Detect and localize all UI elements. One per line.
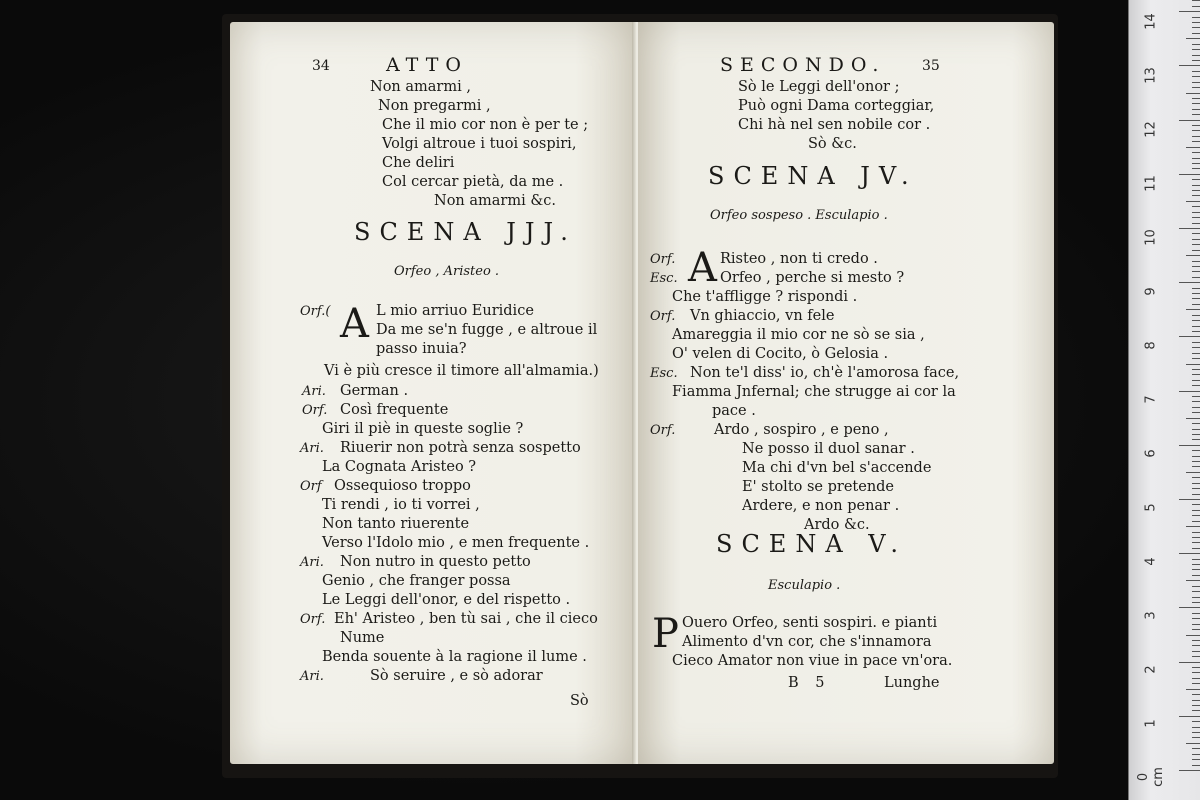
- ruler-tick: [1192, 109, 1200, 110]
- ruler-number: 12: [1143, 121, 1159, 138]
- ruler-tick: [1192, 342, 1200, 343]
- dialogue-line: Riuerir non potrà senza sospetto: [340, 440, 581, 456]
- ruler-tick: [1192, 141, 1200, 142]
- ruler-tick: [1192, 586, 1200, 587]
- dialogue-line: Non te'l diss' io, ch'è l'amorosa face,: [690, 365, 960, 381]
- ruler-tick: [1186, 418, 1200, 419]
- ruler-tick: [1192, 748, 1200, 749]
- ruler-tick: [1192, 315, 1200, 316]
- verse-line: Chi hà nel sen nobile cor .: [738, 117, 931, 133]
- ruler-unit-label: 0 cm: [1136, 767, 1166, 787]
- ruler-tick: [1192, 737, 1200, 738]
- speaker-label: Orf.: [650, 423, 676, 438]
- ruler-tick: [1192, 212, 1200, 213]
- verse-line: Col cercar pietà, da me .: [382, 174, 564, 190]
- ruler-tick: [1192, 618, 1200, 619]
- dialogue-line: Risteo , non ti credo .: [720, 251, 878, 267]
- dialogue-line: Vi è più cresce il timore all'almamia.): [324, 363, 599, 379]
- ruler-number: 1: [1143, 719, 1159, 728]
- speaker-label: Orf.: [650, 309, 676, 324]
- ruler-tick: [1192, 678, 1200, 679]
- dialogue-line: Amareggia il mio cor ne sò se sia ,: [672, 327, 925, 343]
- dialogue-line: German .: [340, 383, 409, 399]
- dialogue-line: La Cognata Aristeo ?: [322, 459, 477, 475]
- ruler-tick: [1192, 353, 1200, 354]
- ruler-tick: [1192, 597, 1200, 598]
- dialogue-line: Ne posso il duol sanar .: [742, 441, 915, 457]
- ruler-tick: [1192, 710, 1200, 711]
- ruler-tick: [1192, 439, 1200, 440]
- ruler-tick: [1192, 645, 1200, 646]
- speaker-label: Orf.: [302, 403, 328, 418]
- running-header-left: ATTO: [386, 54, 468, 76]
- left-page: [230, 22, 636, 764]
- dialogue-line: passo inuia?: [376, 341, 467, 357]
- ruler-tick: [1192, 358, 1200, 359]
- ruler-tick: [1179, 770, 1200, 771]
- scene-persons: Orfeo , Aristeo .: [394, 264, 500, 279]
- signature-mark: B 5: [788, 675, 831, 691]
- ruler-tick: [1192, 206, 1200, 207]
- ruler-tick: [1192, 179, 1200, 180]
- dialogue-line: Cieco Amator non viue in pace vn'ora.: [672, 653, 953, 669]
- scene-title: SCENA V.: [716, 530, 908, 558]
- ruler-tick: [1192, 266, 1200, 267]
- ruler-tick: [1186, 201, 1200, 202]
- ruler-tick: [1192, 434, 1200, 435]
- ruler-tick: [1192, 629, 1200, 630]
- ruler-tick: [1179, 65, 1200, 66]
- verse-line: Che deliri: [382, 155, 455, 171]
- ruler-tick: [1192, 55, 1200, 56]
- dialogue-line: Genio , che franger possa: [322, 573, 511, 589]
- ruler-tick: [1192, 510, 1200, 511]
- ruler-tick: [1192, 6, 1200, 7]
- page-number-left: 34: [312, 58, 330, 74]
- speaker-label: Ari.: [300, 441, 324, 456]
- ruler-tick: [1192, 407, 1200, 408]
- ruler-tick: [1192, 163, 1200, 164]
- ruler-tick: [1192, 521, 1200, 522]
- ruler-tick: [1192, 672, 1200, 673]
- ruler-tick: [1186, 255, 1200, 256]
- dialogue-line: Nume: [340, 630, 385, 646]
- dialogue-line: Ouero Orfeo, senti sospiri. e pianti: [682, 615, 938, 631]
- ruler-tick: [1192, 532, 1200, 533]
- ruler-tick: [1192, 76, 1200, 77]
- verse-line: Volgi altroue i tuoi sospiri,: [382, 136, 577, 152]
- ruler-tick: [1192, 223, 1200, 224]
- ruler-tick: [1192, 380, 1200, 381]
- verse-line: Sò &c.: [808, 136, 857, 152]
- ruler-tick: [1192, 548, 1200, 549]
- ruler-tick: [1192, 477, 1200, 478]
- ruler-tick: [1192, 288, 1200, 289]
- ruler-tick: [1179, 228, 1200, 229]
- ruler-tick: [1192, 575, 1200, 576]
- ruler-tick: [1179, 553, 1200, 554]
- verse-line: Che il mio cor non è per te ;: [382, 117, 589, 133]
- ruler-tick: [1179, 282, 1200, 283]
- ruler-tick: [1192, 456, 1200, 457]
- ruler-tick: [1192, 721, 1200, 722]
- ruler-tick: [1179, 716, 1200, 717]
- dialogue-line: Ardere, e non penar .: [742, 498, 900, 514]
- verse-line: Può ogni Dama corteggiar,: [738, 98, 935, 114]
- ruler-tick: [1192, 591, 1200, 592]
- speaker-label: Ari.: [302, 384, 326, 399]
- ruler-tick: [1192, 602, 1200, 603]
- ruler-tick: [1192, 27, 1200, 28]
- scene-persons: Esculapio .: [768, 578, 841, 593]
- ruler-tick: [1186, 364, 1200, 365]
- dialogue-line: Verso l'Idolo mio , e men frequente .: [322, 535, 590, 551]
- ruler-tick: [1186, 472, 1200, 473]
- ruler-number: 3: [1143, 611, 1159, 620]
- ruler-tick: [1192, 277, 1200, 278]
- ruler-tick: [1179, 174, 1200, 175]
- dialogue-line: Fiamma Jnfernal; che strugge ai cor la: [672, 384, 956, 400]
- ruler-tick: [1192, 483, 1200, 484]
- ruler-tick: [1192, 488, 1200, 489]
- ruler-tick: [1192, 185, 1200, 186]
- ruler-tick: [1192, 17, 1200, 18]
- speaker-label: Orf: [300, 479, 322, 494]
- dialogue-line: L mio arriuo Euridice: [376, 303, 534, 319]
- drop-cap: A: [340, 301, 369, 347]
- ruler-tick: [1179, 445, 1200, 446]
- ruler-tick: [1192, 233, 1200, 234]
- dialogue-line: O' velen di Cocito, ò Gelosia .: [672, 346, 889, 362]
- ruler-tick: [1192, 158, 1200, 159]
- ruler-tick: [1192, 250, 1200, 251]
- ruler-tick: [1186, 526, 1200, 527]
- ruler-tick: [1192, 71, 1200, 72]
- verse-line: Non amarmi ,: [370, 79, 471, 95]
- ruler-tick: [1192, 87, 1200, 88]
- ruler-tick: [1192, 727, 1200, 728]
- speaker-label: Ari.: [300, 669, 324, 684]
- ruler-tick: [1179, 662, 1200, 663]
- ruler-tick: [1192, 667, 1200, 668]
- dialogue-line: Benda souente à la ragione il lume .: [322, 649, 587, 665]
- dialogue-line: Vn ghiaccio, vn fele: [690, 308, 835, 324]
- ruler-number: 14: [1143, 13, 1159, 30]
- ruler-tick: [1192, 429, 1200, 430]
- dialogue-line: Così frequente: [340, 402, 449, 418]
- scene-title: SCENA JV.: [708, 162, 918, 190]
- ruler-tick: [1186, 743, 1200, 744]
- ruler-tick: [1192, 125, 1200, 126]
- ruler-number: 7: [1143, 395, 1159, 404]
- speaker-label: Orf.(: [300, 304, 331, 319]
- ruler-tick: [1192, 765, 1200, 766]
- dialogue-line: Sò seruire , e sò adorar: [370, 668, 543, 684]
- ruler-tick: [1192, 152, 1200, 153]
- catchword: Lunghe: [884, 675, 940, 691]
- catchword: Sò: [570, 693, 589, 709]
- ruler-tick: [1192, 759, 1200, 760]
- ruler-tick: [1192, 466, 1200, 467]
- ruler-tick: [1192, 331, 1200, 332]
- ruler-tick: [1186, 580, 1200, 581]
- ruler-tick: [1192, 168, 1200, 169]
- ruler-tick: [1192, 239, 1200, 240]
- speaker-label: Esc.: [650, 271, 678, 286]
- ruler-tick: [1192, 33, 1200, 34]
- right-page: [638, 22, 1054, 764]
- drop-cap: A: [688, 245, 717, 291]
- speaker-label: Esc.: [650, 366, 678, 381]
- ruler-tick: [1192, 700, 1200, 701]
- ruler-tick: [1179, 336, 1200, 337]
- ruler-tick: [1192, 298, 1200, 299]
- ruler-tick: [1192, 613, 1200, 614]
- dialogue-line: E' stolto se pretende: [742, 479, 895, 495]
- ruler-tick: [1179, 391, 1200, 392]
- running-header-right: SECONDO.: [720, 54, 886, 76]
- dialogue-line: Alimento d'vn cor, che s'innamora: [682, 634, 932, 650]
- ruler-tick: [1192, 450, 1200, 451]
- dialogue-line: Ardo , sospiro , e peno ,: [714, 422, 889, 438]
- dialogue-line: Orfeo , perche si mesto ?: [720, 270, 905, 286]
- ruler-tick: [1192, 304, 1200, 305]
- dialogue-line: Non nutro in questo petto: [340, 554, 531, 570]
- ruler-tick: [1186, 309, 1200, 310]
- dialogue-line: Ma chi d'vn bel s'accende: [742, 460, 932, 476]
- ruler-tick: [1192, 195, 1200, 196]
- dialogue-line: Ti rendi , io ti vorrei ,: [322, 497, 480, 513]
- ruler-number: 13: [1143, 67, 1159, 84]
- ruler-tick: [1192, 347, 1200, 348]
- ruler-tick: [1192, 98, 1200, 99]
- ruler-tick: [1192, 136, 1200, 137]
- ruler-number: 11: [1143, 175, 1159, 192]
- ruler-tick: [1192, 494, 1200, 495]
- ruler-number: 4: [1143, 557, 1159, 566]
- ruler-tick: [1192, 732, 1200, 733]
- ruler-tick: [1192, 694, 1200, 695]
- speaker-label: Ari.: [300, 555, 324, 570]
- ruler-tick: [1192, 423, 1200, 424]
- dialogue-line: Ardo &c.: [804, 517, 870, 533]
- ruler-tick: [1192, 320, 1200, 321]
- ruler-tick: [1192, 569, 1200, 570]
- ruler-tick: [1192, 114, 1200, 115]
- dialogue-line: Da me se'n fugge , e altroue il: [376, 322, 598, 338]
- ruler-tick: [1192, 0, 1200, 1]
- ruler-tick: [1192, 293, 1200, 294]
- ruler-number: 5: [1143, 503, 1159, 512]
- ruler-tick: [1192, 537, 1200, 538]
- verse-line: Sò le Leggi dell'onor ;: [738, 79, 900, 95]
- ruler-tick: [1192, 396, 1200, 397]
- ruler-tick: [1192, 49, 1200, 50]
- ruler-tick: [1192, 651, 1200, 652]
- ruler-tick: [1192, 705, 1200, 706]
- ruler-tick: [1192, 44, 1200, 45]
- ruler-tick: [1186, 38, 1200, 39]
- ruler-tick: [1192, 504, 1200, 505]
- ruler-tick: [1192, 624, 1200, 625]
- dialogue-line: Eh' Aristeo , ben tù sai , che il cieco: [334, 611, 598, 627]
- dialogue-line: Non tanto riuerente: [322, 516, 470, 532]
- verse-line: Non amarmi &c.: [434, 193, 556, 209]
- ruler-tick: [1179, 499, 1200, 500]
- ruler-tick: [1192, 271, 1200, 272]
- dialogue-line: Giri il piè in queste soglie ?: [322, 421, 524, 437]
- scene-title: SCENA JJJ.: [354, 218, 577, 246]
- ruler-tick: [1192, 82, 1200, 83]
- ruler-tick: [1186, 147, 1200, 148]
- verse-line: Non pregarmi ,: [378, 98, 491, 114]
- ruler-number: 6: [1143, 449, 1159, 458]
- dialogue-line: pace .: [712, 403, 756, 419]
- ruler-tick: [1192, 542, 1200, 543]
- dialogue-line: Che t'affligge ? rispondi .: [672, 289, 858, 305]
- page-number-right: 35: [922, 58, 940, 74]
- speaker-label: Orf.: [650, 252, 676, 267]
- ruler-tick: [1192, 261, 1200, 262]
- speaker-label: Orf.: [300, 612, 326, 627]
- ruler-tick: [1192, 190, 1200, 191]
- measurement-ruler: [1128, 0, 1200, 800]
- ruler-tick: [1192, 385, 1200, 386]
- ruler-tick: [1192, 369, 1200, 370]
- ruler-tick: [1192, 103, 1200, 104]
- dialogue-line: Le Leggi dell'onor, e del rispetto .: [322, 592, 571, 608]
- ruler-tick: [1192, 130, 1200, 131]
- ruler-tick: [1192, 244, 1200, 245]
- ruler-number: 2: [1143, 665, 1159, 674]
- ruler-tick: [1179, 120, 1200, 121]
- dialogue-line: Ossequioso troppo: [334, 478, 471, 494]
- ruler-tick: [1192, 412, 1200, 413]
- ruler-tick: [1192, 401, 1200, 402]
- ruler-number: 8: [1143, 341, 1159, 350]
- ruler-tick: [1192, 326, 1200, 327]
- ruler-tick: [1186, 635, 1200, 636]
- ruler-number: 9: [1143, 287, 1159, 296]
- ruler-tick: [1186, 689, 1200, 690]
- ruler-tick: [1179, 11, 1200, 12]
- scene-persons: Orfeo sospeso . Esculapio .: [710, 208, 888, 223]
- ruler-tick: [1192, 60, 1200, 61]
- ruler-tick: [1192, 559, 1200, 560]
- ruler-tick: [1192, 461, 1200, 462]
- ruler-tick: [1186, 93, 1200, 94]
- ruler-tick: [1192, 217, 1200, 218]
- ruler-tick: [1179, 607, 1200, 608]
- ruler-tick: [1192, 22, 1200, 23]
- ruler-tick: [1192, 754, 1200, 755]
- ruler-tick: [1192, 564, 1200, 565]
- ruler-tick: [1192, 640, 1200, 641]
- drop-cap: P: [652, 611, 679, 657]
- ruler-tick: [1192, 656, 1200, 657]
- ruler-tick: [1192, 374, 1200, 375]
- ruler-tick: [1192, 515, 1200, 516]
- ruler-number: 10: [1143, 229, 1159, 246]
- ruler-tick: [1192, 683, 1200, 684]
